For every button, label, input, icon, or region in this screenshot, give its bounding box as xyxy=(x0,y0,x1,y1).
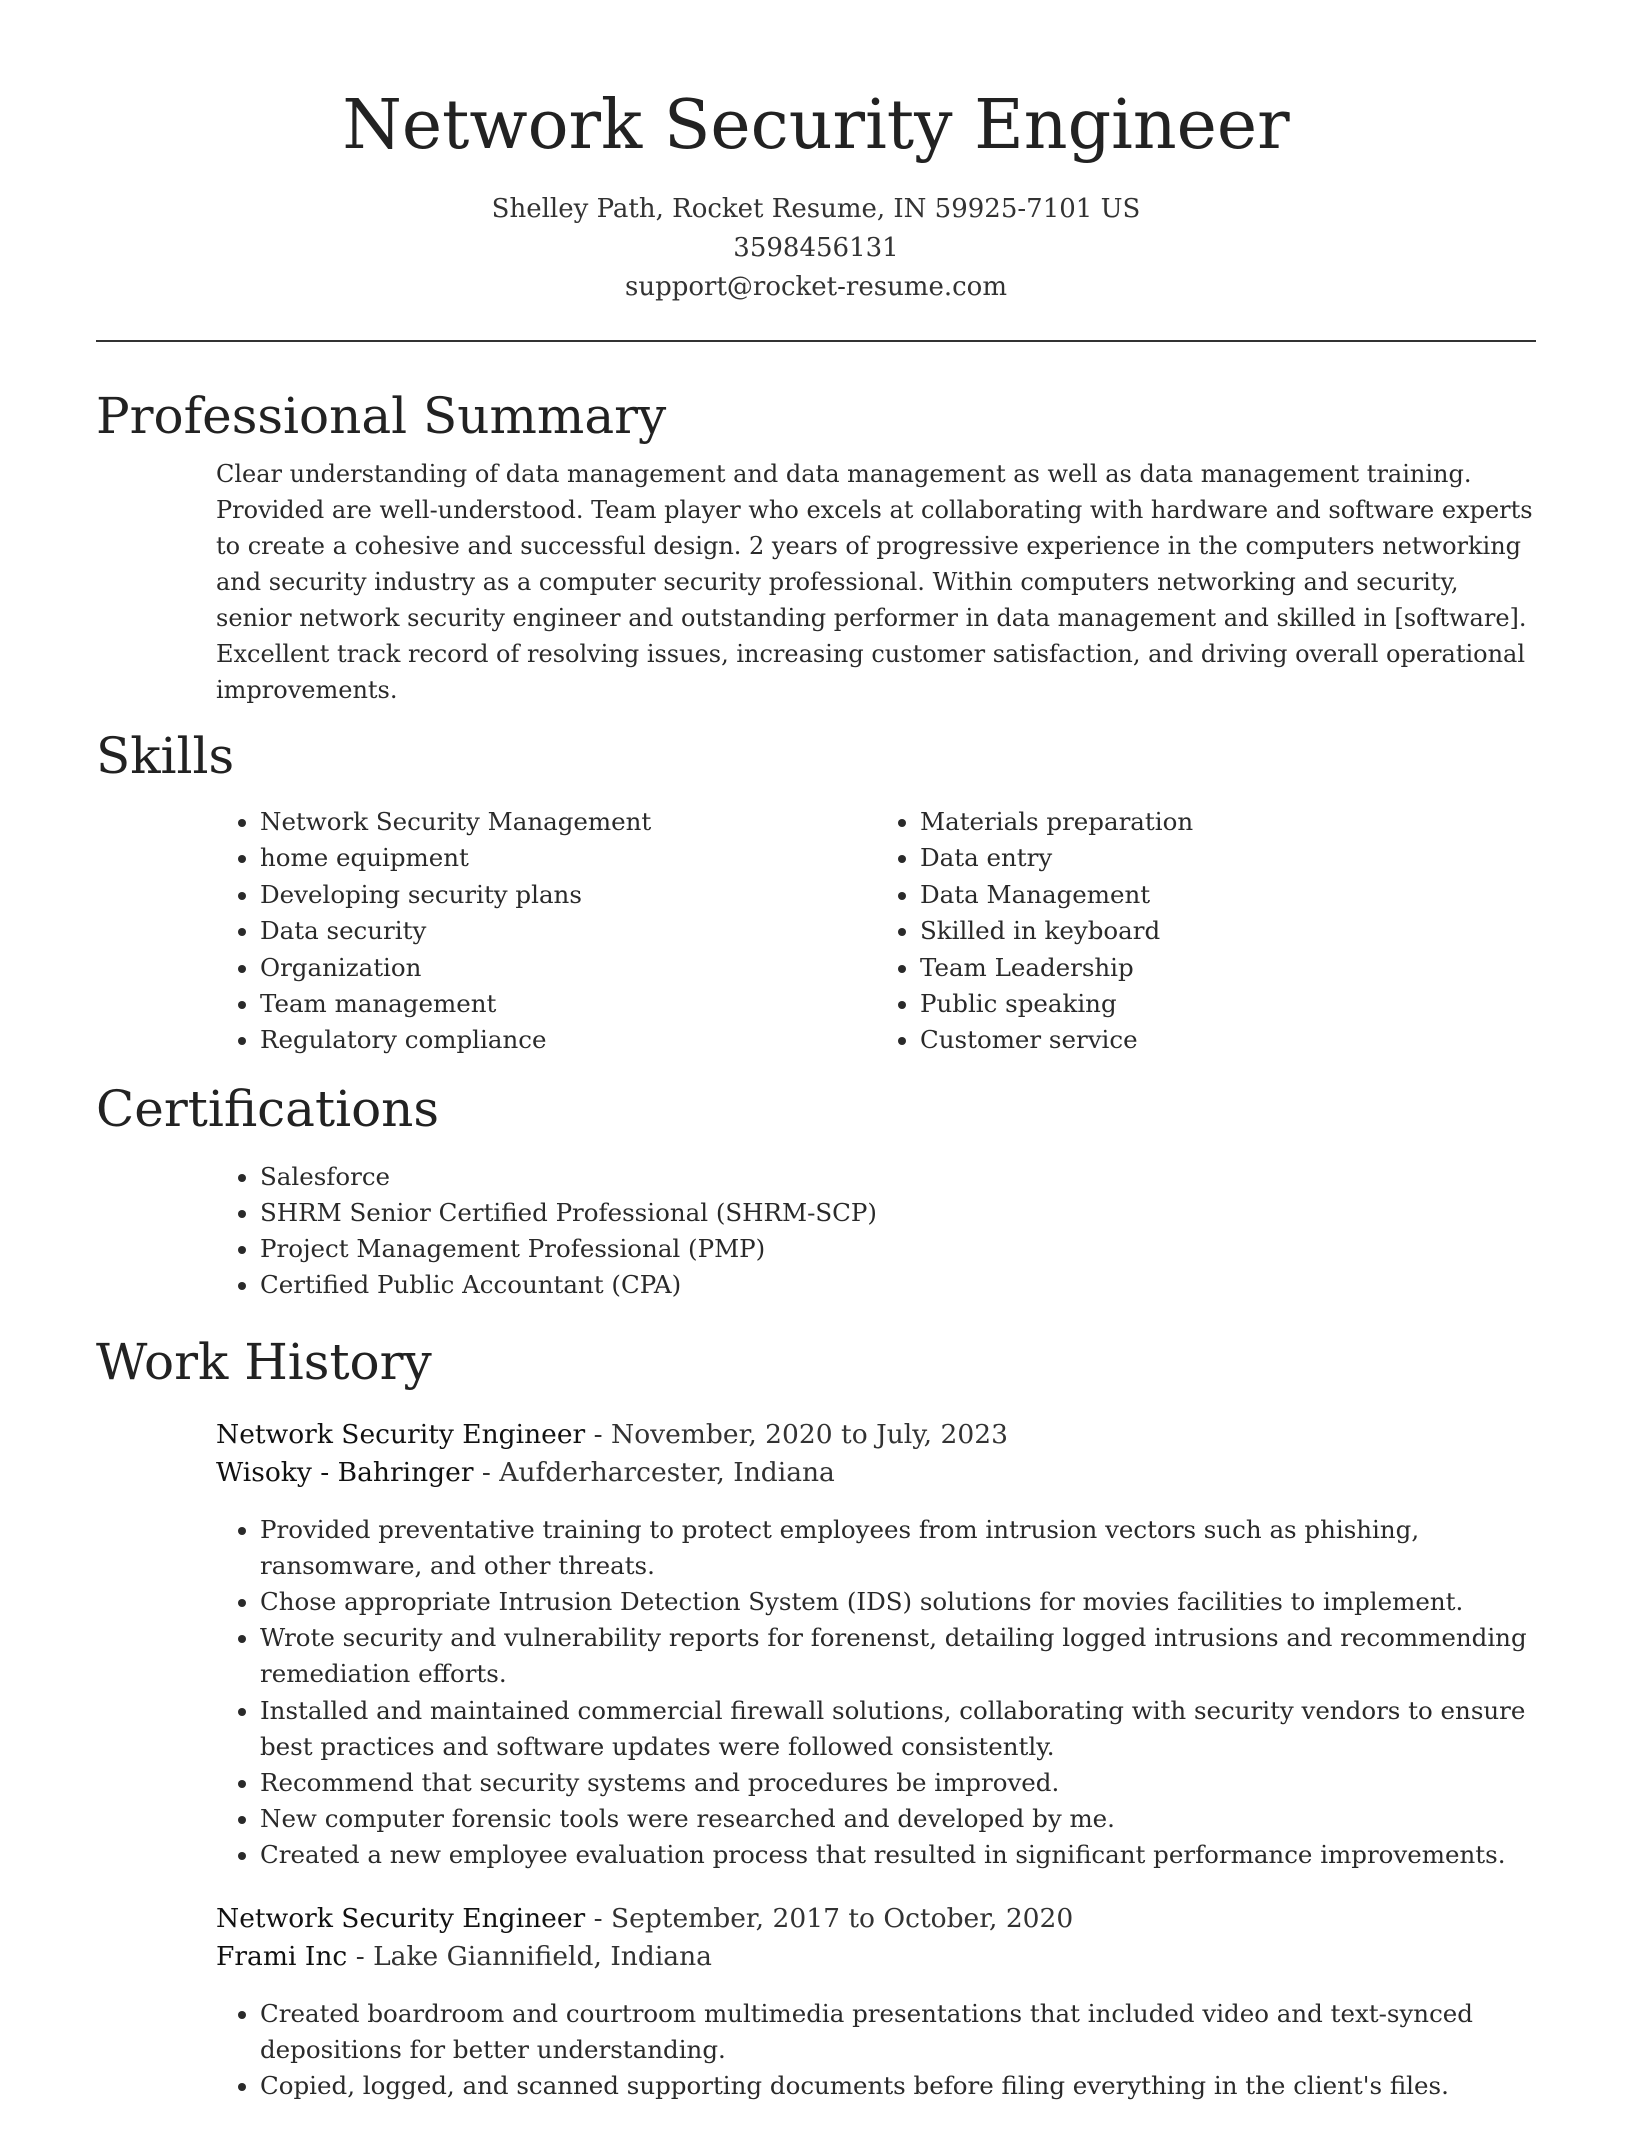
job-company: Frami Inc xyxy=(216,1940,348,1972)
skill-item: • home equipment xyxy=(260,840,876,876)
certifications-list xyxy=(216,1159,1536,1304)
skills-heading: Skills xyxy=(96,727,235,785)
job-company-line xyxy=(216,1454,1536,1492)
skill-item: • Network Security Management xyxy=(260,804,876,840)
skill-item: • Data entry xyxy=(920,840,1536,876)
certification-item: • SHRM Senior Certified Professional (SHRM-SCP) xyxy=(260,1195,1536,1231)
skill-item: • Materials preparation xyxy=(920,804,1536,840)
job-bullet: • Copied, logged, and scanned supporting documents before filing everything in the client's files. xyxy=(260,2068,1540,2104)
job-bullet: • Provided preventative training to protect employees from intrusion vectors such as phishing, ransomware, and other threats. xyxy=(260,1512,1540,1584)
address: Shelley Path, Rocket Resume, IN 59925-7101 US xyxy=(491,194,1141,224)
skill-item: • Team Leadership xyxy=(920,950,1536,986)
job-title-line xyxy=(216,1416,1536,1454)
job-entry xyxy=(216,1416,1536,1874)
job-dates: - September, 2017 to October, 2020 xyxy=(585,1902,1074,1934)
skill-item: • Public speaking xyxy=(920,986,1536,1022)
summary-heading: Professional Summary xyxy=(96,387,667,445)
job-bullet: • Chose appropriate Intrusion Detection System (IDS) solutions for movies facilities to implement. xyxy=(260,1584,1540,1620)
job-bullet: • Recommend that security systems and procedures be improved. xyxy=(260,1765,1540,1801)
job-entry xyxy=(216,1900,1536,2105)
job-bullet: • New computer forensic tools were researched and developed by me. xyxy=(260,1801,1540,1837)
skills-column-left xyxy=(216,804,876,1059)
job-bullets xyxy=(216,1996,1540,2105)
skill-item: • Data Management xyxy=(920,877,1536,913)
work-history-heading: Work History xyxy=(96,1332,432,1391)
job-title-line xyxy=(216,1900,1536,1938)
job-bullets xyxy=(216,1512,1540,1874)
job-company-line xyxy=(216,1938,1536,1976)
certification-item: • Project Management Professional (PMP) xyxy=(260,1231,1536,1267)
job-bullet: • Wrote security and vulnerability reports for forenenst, detailing logged intrusions and recommending remediation efforts. xyxy=(260,1620,1540,1692)
job-location: - Aufderharcester, Indiana xyxy=(473,1456,835,1488)
job-company: Wisoky - Bahringer xyxy=(216,1456,474,1488)
job-bullet: • Installed and maintained commercial firewall solutions, collaborating with security vendors to ensure best practices and software updates were followed consistently. xyxy=(260,1693,1540,1765)
job-title: Network Security Engineer xyxy=(216,1902,586,1934)
skill-item: • Organization xyxy=(260,950,876,986)
skills-list xyxy=(216,804,1536,1059)
certification-item: • Salesforce xyxy=(260,1159,1536,1195)
skill-item: • Team management xyxy=(260,986,876,1022)
job-bullet: • Created a new employee evaluation process that resulted in significant performance improvements. xyxy=(260,1837,1540,1873)
job-title: Network Security Engineer xyxy=(216,1418,586,1450)
skill-item: • Data security xyxy=(260,913,876,949)
certification-item: • Certified Public Accountant (CPA) xyxy=(260,1267,1536,1303)
resume-title: Network Security Engineer xyxy=(342,86,1290,165)
job-location: - Lake Giannifield, Indiana xyxy=(347,1940,712,1972)
email: support@rocket-resume.com xyxy=(624,272,1007,302)
header-divider xyxy=(96,340,1536,342)
summary-text: Clear understanding of data management and data management as well as data management training. Provided are well-understood. Team player who excels at collaborating with hardware and software experts to create a cohesive and successful design. 2 years of progressive experience in the computers networking and security industry as a computer security professional. Within computers networking and security, senior network security engineer and outstanding performer in data management and skilled in [software]. Excellent track record of resolving issues, increasing customer satisfaction, and driving overall operational improvements. xyxy=(216,460,1533,704)
skill-item: • Skilled in keyboard xyxy=(920,913,1536,949)
job-bullet: • Created boardroom and courtroom multimedia presentations that included video and text-synced depositions for better understanding. xyxy=(260,1996,1540,2068)
skill-item: • Customer service xyxy=(920,1022,1536,1058)
skills-column-right xyxy=(876,804,1536,1059)
contact-info xyxy=(0,190,1632,307)
phone: 3598456131 xyxy=(733,233,899,263)
skill-item: • Developing security plans xyxy=(260,877,876,913)
job-dates: - November, 2020 to July, 2023 xyxy=(585,1418,1008,1450)
resume-body xyxy=(96,378,1536,2130)
resume-header xyxy=(0,0,1632,307)
certifications-heading: Certifications xyxy=(96,1079,440,1138)
skill-item: • Regulatory compliance xyxy=(260,1022,876,1058)
